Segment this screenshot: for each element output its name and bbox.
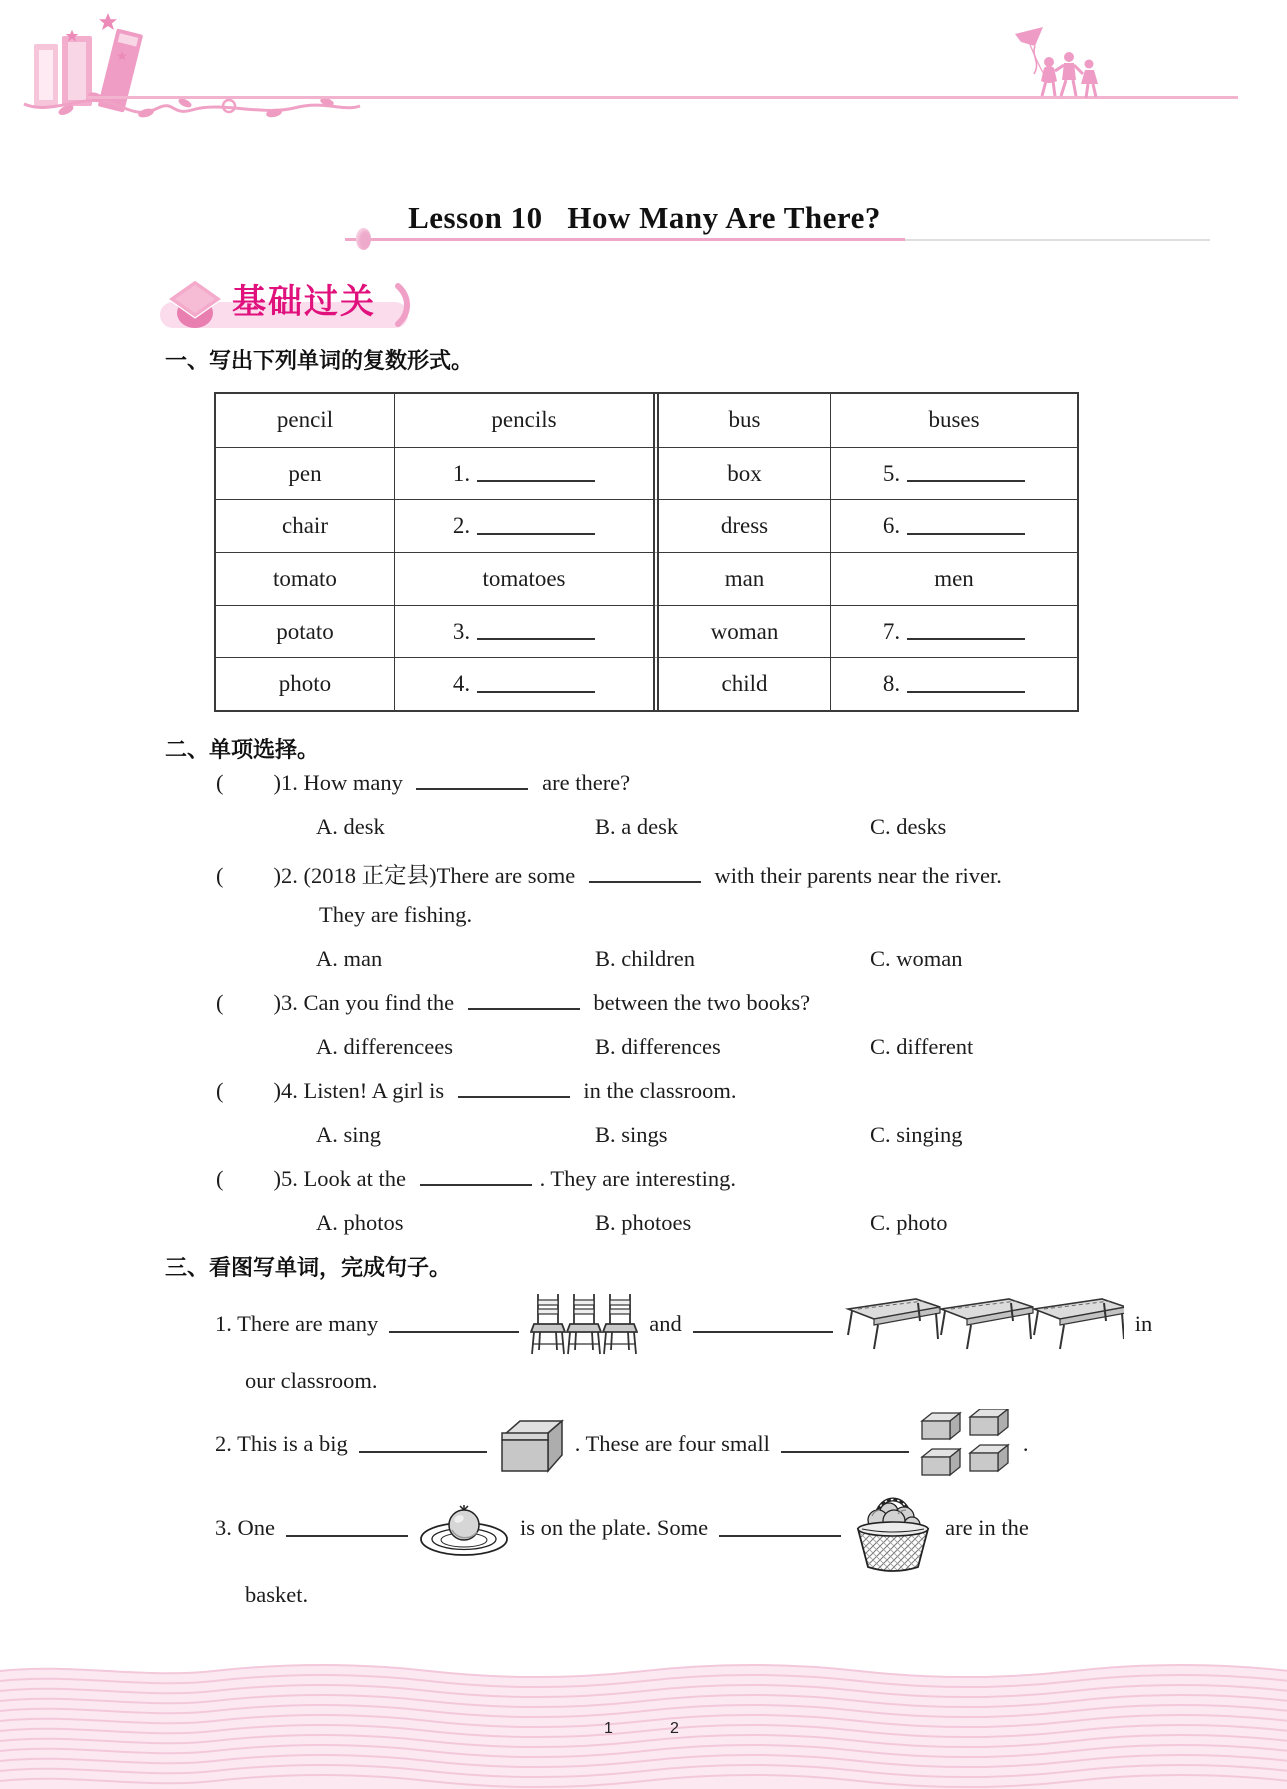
item-continuation-line: our classroom.: [245, 1368, 378, 1393]
picture-item-row: [215, 1292, 1152, 1356]
table-word-cell: buses: [830, 394, 1077, 447]
answer-blank: [477, 676, 595, 693]
wave-footer-decoration: [0, 1655, 1287, 1789]
option-a: A. sing: [316, 1122, 382, 1147]
option-b: B. sings: [595, 1122, 668, 1147]
table-word-cell: box: [653, 447, 830, 500]
picture-item-row: [215, 1410, 1028, 1478]
item-text: in: [1134, 1311, 1153, 1336]
options-line: [216, 814, 1287, 858]
table-answer-cell: 8.: [830, 657, 1077, 710]
basket-of-tomatoes-illustration: [852, 1483, 934, 1573]
title-dot-ornament: [356, 228, 371, 250]
option-a: A. desk: [316, 814, 385, 839]
tomato-on-plate-illustration: [419, 1499, 509, 1557]
table-answer-cell: 5.: [830, 447, 1077, 500]
section1-heading: 一、写出下列单词的复数形式。: [165, 348, 474, 373]
answer-blank: [389, 1316, 519, 1333]
answer-blank: [420, 1169, 532, 1186]
page-title: Lesson 10 How Many Are There?: [408, 200, 881, 235]
books-decoration-icon: [22, 4, 362, 122]
question-block: [216, 1078, 1287, 1166]
page-number-right: 2: [670, 1720, 679, 1737]
item-text: 1. There are many: [215, 1311, 379, 1336]
answer-blank: [468, 993, 580, 1010]
option-c: C. different: [870, 1034, 974, 1059]
option-c: C. photo: [870, 1210, 948, 1235]
three-chairs-illustration: [530, 1292, 638, 1356]
section3-heading: 三、看图写单词，完成句子。: [165, 1255, 452, 1280]
option-b: B. a desk: [595, 814, 679, 839]
answer-blank: [286, 1520, 408, 1537]
question-line: ( )3. Can you find the between the two books?: [216, 990, 811, 1015]
item-text: 3. One: [215, 1515, 275, 1540]
table-word-cell: pen: [216, 447, 394, 500]
question-line: ( )2. (2018 正定县)There are some with their parents near the river.: [216, 863, 1002, 888]
answer-blank: [477, 465, 595, 482]
section-badge: [160, 276, 580, 332]
item-text: .: [1022, 1431, 1029, 1456]
options-line: [216, 1034, 1287, 1078]
table-word-cell: tomato: [216, 552, 394, 605]
children-kite-decoration-icon: [985, 24, 1105, 102]
item-text: and: [649, 1311, 682, 1336]
question-block: [216, 858, 1287, 990]
table-answer-cell: 3.: [394, 605, 653, 658]
question-block: [216, 1166, 1287, 1254]
page-number-left: 1: [604, 1720, 613, 1737]
answer-blank: [589, 866, 701, 883]
graduation-diamond-icon: [168, 278, 224, 330]
title-underline: [345, 238, 905, 241]
options-line: [216, 946, 1287, 990]
question-block: [216, 990, 1287, 1078]
answer-blank: [359, 1436, 487, 1453]
option-c: C. desks: [870, 814, 947, 839]
table-word-cell: tomatoes: [394, 552, 653, 605]
table-word-cell: woman: [653, 605, 830, 658]
table-answer-cell: 4.: [394, 657, 653, 710]
table-word-cell: chair: [216, 499, 394, 552]
table-answer-cell: 2.: [394, 499, 653, 552]
table-answer-cell: 7.: [830, 605, 1077, 658]
badge-label: 基础过关: [232, 283, 376, 321]
table-word-cell: dress: [653, 499, 830, 552]
three-desks-illustration: [844, 1295, 1124, 1353]
question-block: [216, 770, 1287, 858]
item-text: . These are four small: [574, 1431, 770, 1456]
table-word-cell: pencil: [276, 407, 334, 433]
picture-item-row: [215, 1486, 1029, 1570]
table-word-cell: child: [653, 657, 830, 710]
section2-heading: 二、单项选择。: [165, 737, 320, 762]
big-box-illustration: [498, 1415, 564, 1473]
table-word-cell: man: [653, 552, 830, 605]
answer-blank: [458, 1081, 570, 1098]
table-answer-cell: 6.: [830, 499, 1077, 552]
answer-blank: [719, 1520, 841, 1537]
plural-table: [214, 392, 1079, 712]
answer-blank: [693, 1316, 833, 1333]
title-underline-shadow: [905, 239, 1210, 241]
option-a: A. differencees: [316, 1034, 454, 1059]
option-b: B. children: [595, 946, 695, 971]
table-word-cell: bus: [653, 394, 830, 447]
option-b: B. photoes: [595, 1210, 692, 1235]
answer-blank: [907, 623, 1025, 640]
option-c: C. woman: [870, 946, 963, 971]
table-word-cell: photo: [216, 657, 394, 710]
table-answer-cell: 1.: [394, 447, 653, 500]
answer-blank: [477, 623, 595, 640]
question-line: ( )1. How many are there?: [216, 770, 631, 795]
item-text: 2. This is a big: [215, 1431, 348, 1456]
table-word-cell: potato: [216, 605, 394, 658]
badge-comma-ornament: [394, 282, 412, 328]
option-b: B. differences: [595, 1034, 721, 1059]
option-a: A. photos: [316, 1210, 404, 1235]
question-line: ( )5. Look at the . They are interesting.: [216, 1166, 736, 1191]
four-small-boxes-illustration: [920, 1409, 1012, 1479]
answer-blank: [907, 465, 1025, 482]
answer-blank: [907, 676, 1025, 693]
answer-blank: [477, 518, 595, 535]
answer-blank: [416, 773, 528, 790]
options-line: [216, 1122, 1287, 1166]
answer-blank: [907, 518, 1025, 535]
answer-blank: [781, 1436, 909, 1453]
table-word-cell: men: [830, 552, 1077, 605]
options-line: [216, 1210, 1287, 1254]
question-line2: They are fishing.: [319, 902, 473, 927]
item-text: is on the plate. Some: [520, 1515, 709, 1540]
option-c: C. singing: [870, 1122, 963, 1147]
question-line: ( )4. Listen! A girl is in the classroom.: [216, 1078, 737, 1103]
table-word-cell: pencils: [394, 394, 653, 447]
option-a: A. man: [316, 946, 383, 971]
item-text: are in the: [945, 1515, 1029, 1540]
item-continuation-line: basket.: [245, 1582, 309, 1607]
